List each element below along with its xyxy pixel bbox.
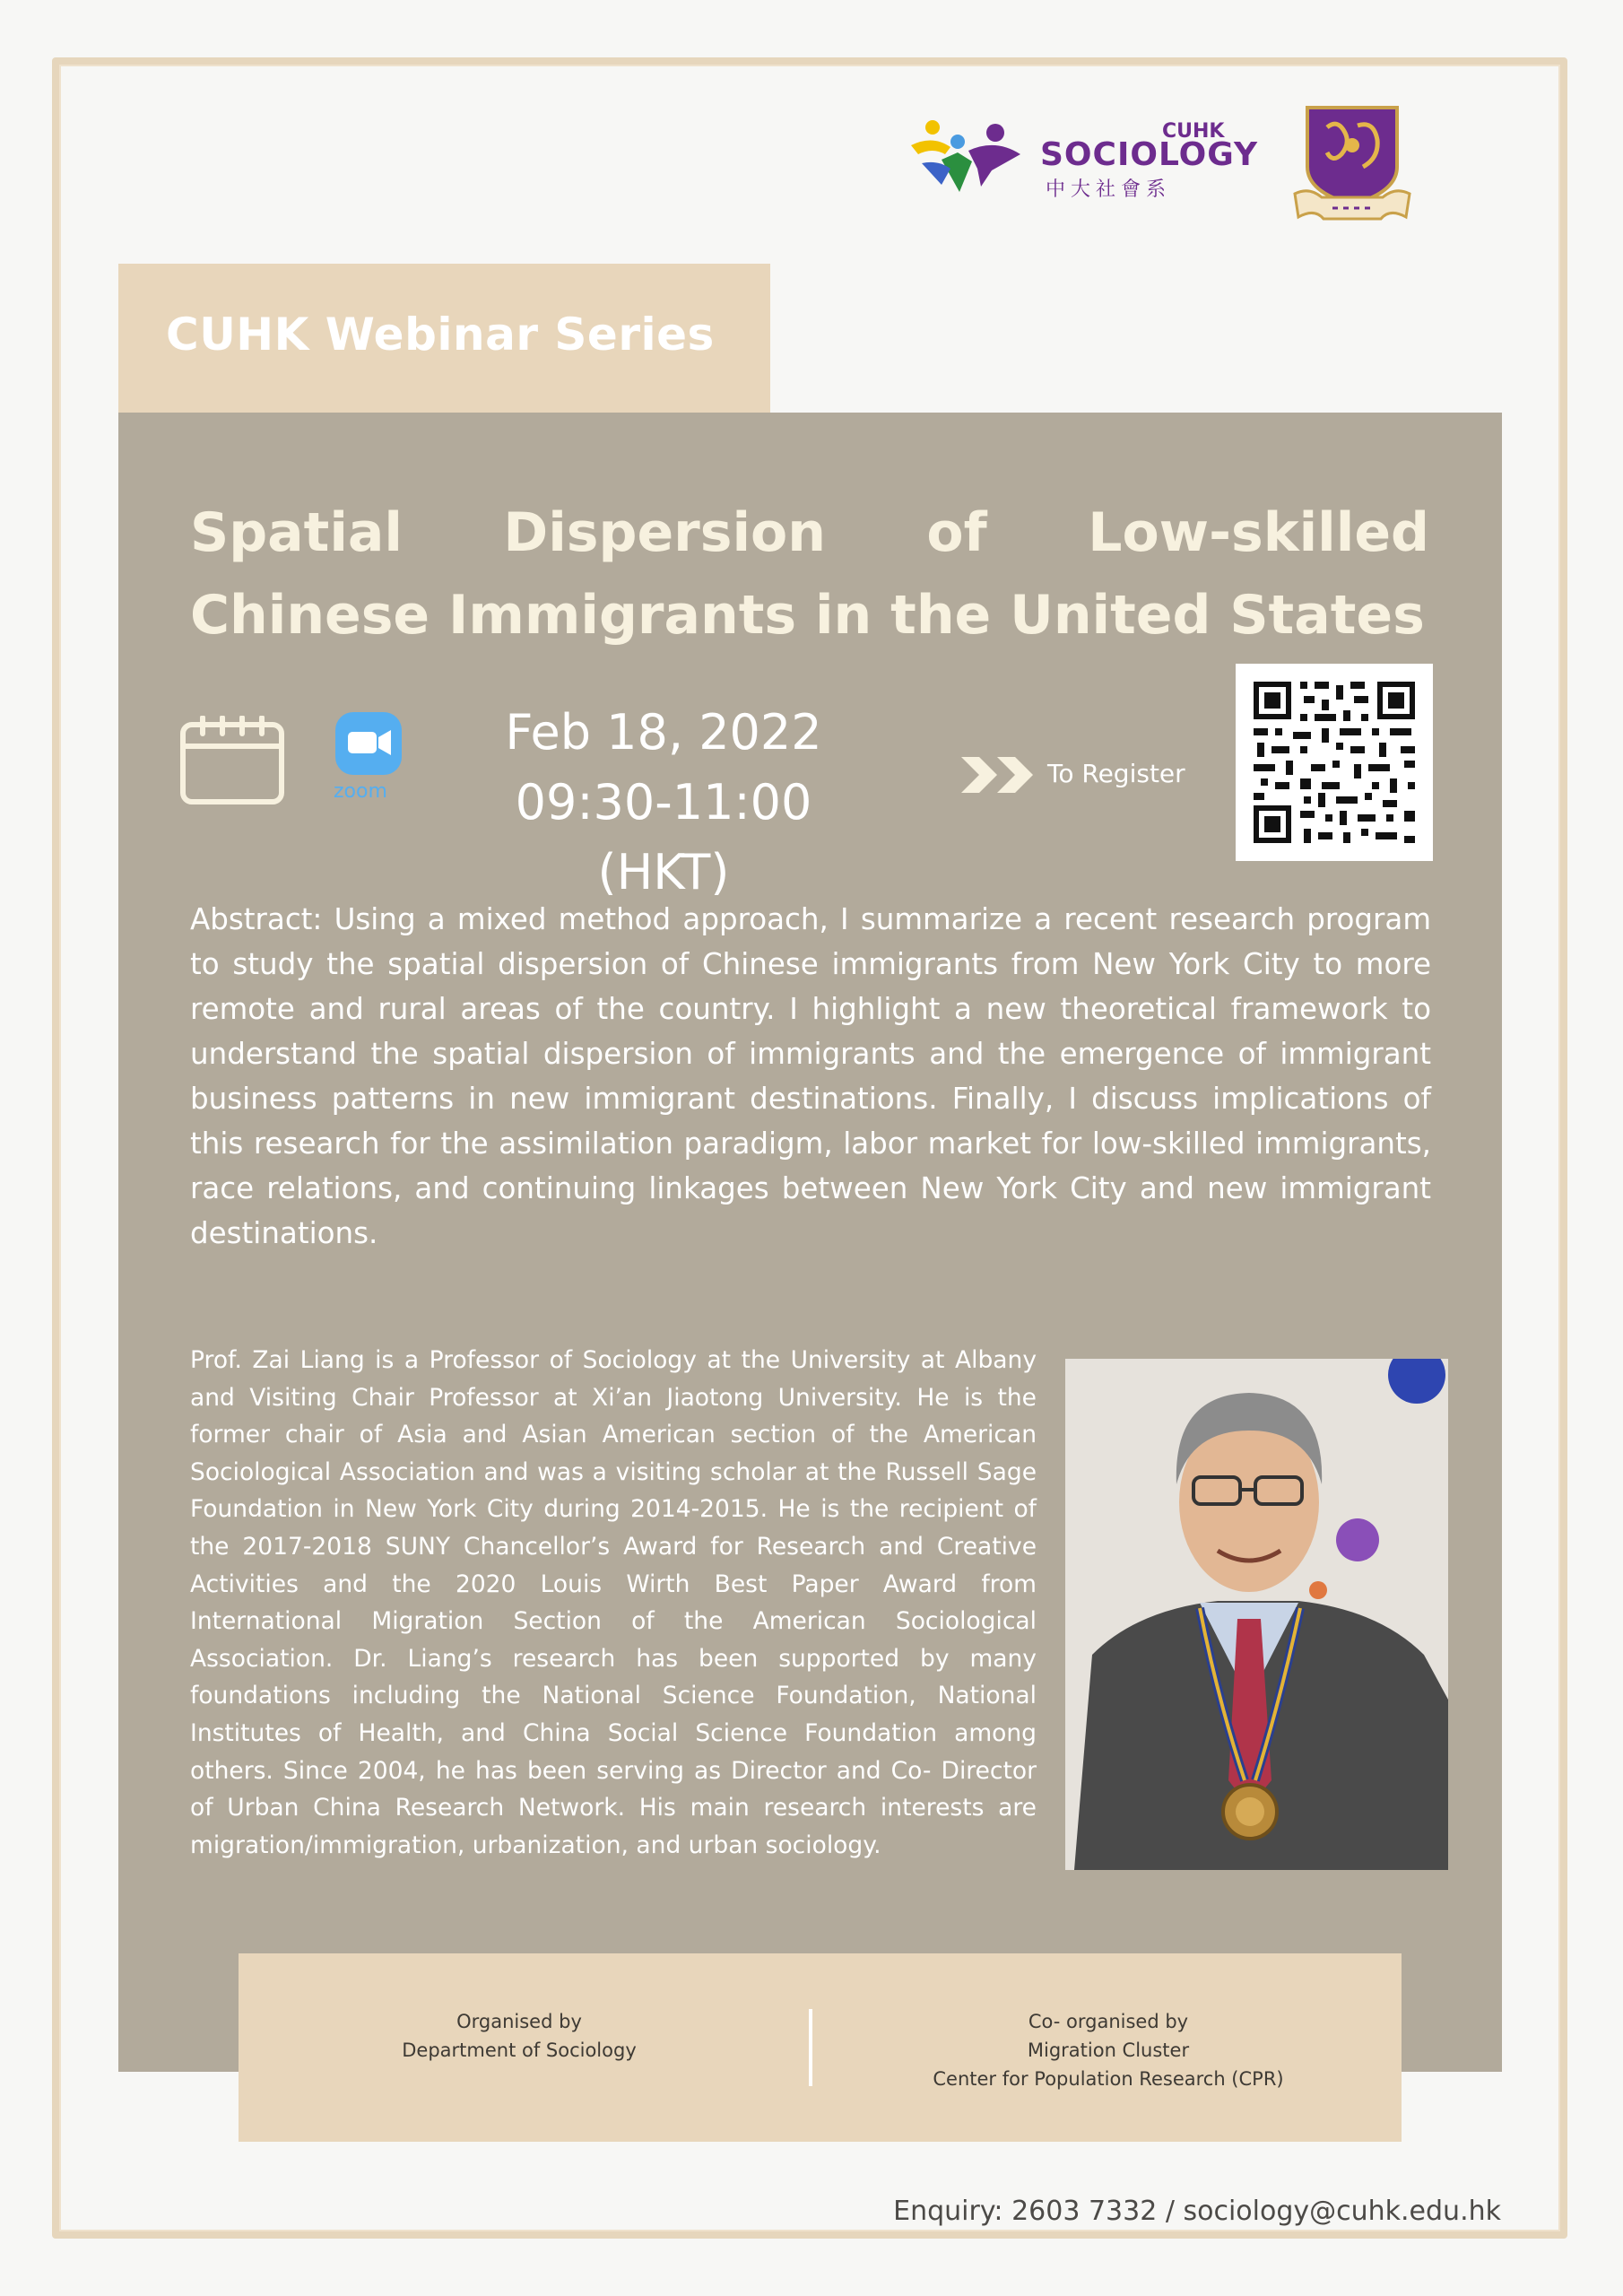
enquiry-contact[interactable]: Enquiry: 2603 7332 / sociology@cuhk.edu.hk [893,2196,1501,2227]
title-word: of [926,501,987,564]
register-qr-code[interactable] [1236,664,1433,861]
sociology-people-logo-icon [906,115,1022,194]
event-date: Feb 18, 2022 [505,704,822,761]
event-datetime [448,698,879,908]
co-organiser-name: Center for Population Research (CPR) [933,2068,1284,2090]
title-word: Dispersion [503,501,826,564]
organisers-divider [809,2009,812,2086]
zoom-camera-icon [332,709,412,780]
co-organiser-name: Migration Cluster [1027,2039,1190,2061]
co-organised-by-label: Co- organised by [1028,2011,1189,2032]
zoom-icon [332,709,412,807]
cuhk-crest-icon [1291,100,1413,226]
series-label: CUHK Webinar Series [166,309,715,361]
webinar-title [190,491,1429,657]
zoom-label: zoom [334,780,387,803]
qr-code-icon [1236,664,1433,861]
logo-chinese-text: 中大社會系 [1046,178,1172,201]
organisers-box [239,1953,1402,2142]
logo-cuhk-text: CUHK [1162,120,1225,143]
organised-by [239,2007,800,2065]
organiser-name: Department of Sociology [402,2039,637,2061]
event-time: 09:30-11:00 (HKT) [515,774,812,900]
title-word: Spatial [190,501,403,564]
speaker-bio: Prof. Zai Liang is a Professor of Sociology at the University at Albany and Visiting Chair Professor at Xi’an Jiaotong University. He is the former chair of Asia and Asian American section of the American Sociological Association and was a visiting scholar at the Russell Sage Foundation in New York City during 2014-2015. He is the recipient of the 2017-2018 SUNY Chancellor’s Award for Research and Creative Activities and the 2020 Louis Wirth Best Paper Award from International Migration Section of the American Sociological Association. Dr. Liang’s research has been supported by many foundations including the National Science Foundation, National Institutes of Health, and China Social Science Foundation among others. Since 2004, he has been serving as Director and Co- Director of Urban China Research Network. His main research interests are migration/immigration, urbanization, and urban sociology. [190,1346,1037,1859]
speaker-photo [1065,1359,1448,1870]
organised-by-label: Organised by [456,2011,582,2032]
title-word: Low-skilled [1088,501,1429,564]
title-line-2: Chinese Immigrants in the United States [190,584,1425,647]
double-chevron-right-icon [959,755,1042,795]
calendar-icon [179,716,285,805]
title-line-1 [190,491,1429,574]
series-tab [118,264,770,413]
co-organised-by [821,2007,1395,2093]
register-label[interactable]: To Register [1047,759,1185,788]
abstract-text: Abstract: Using a mixed method approach, I summarize a recent research program to study the spatial dispersion of Chinese immigrants from New York City to more remote and rural areas of the country. I highlight a new theoretical framework to understand the spatial dispersion of immigrants and the emergence of immigrant business patterns in new immigrant destinations. Finally, I discuss implications of this research for the assimilation paradigm, labor market for low-skilled immigrants, race relations, and continuing linkages between New York City and new immigrant destinations. [190,902,1431,1250]
logo-sociology-text: SOCIOLOGY [1040,136,1259,173]
